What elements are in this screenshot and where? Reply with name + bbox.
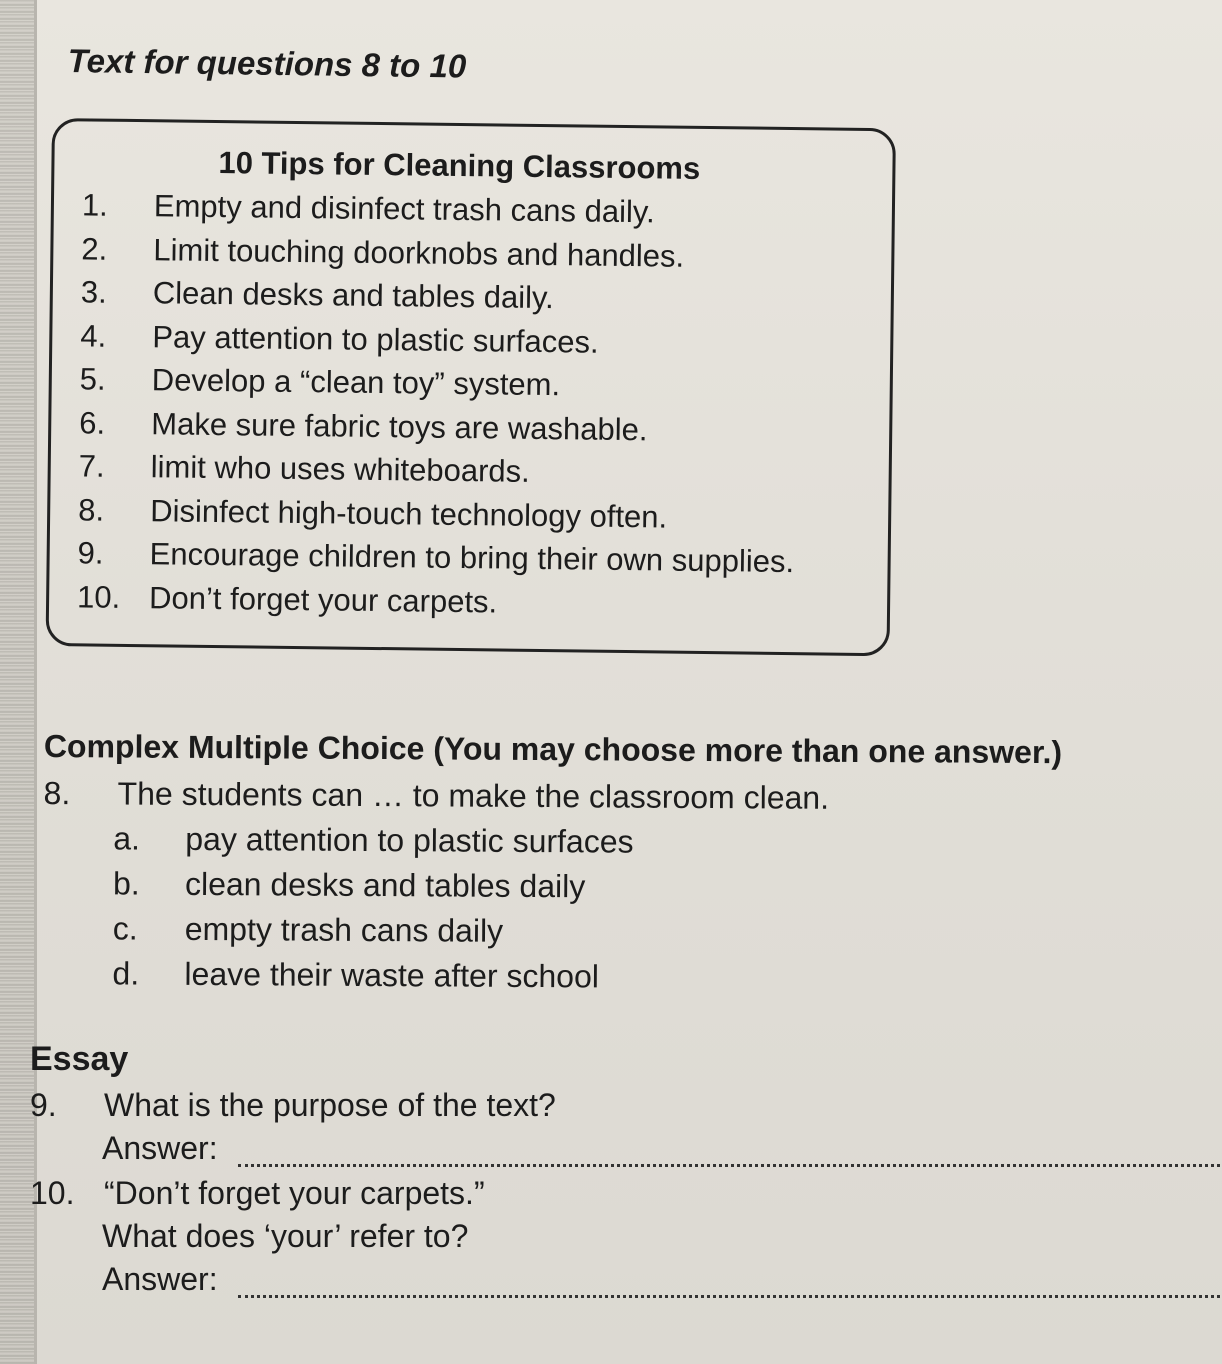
answer-label: Answer: [102,1261,218,1297]
book-binding [0,0,34,1364]
answer-line-10[interactable] [238,1269,1220,1298]
tip-text: Clean desks and tables daily. [152,275,555,316]
tip-number: 9. [77,535,104,571]
tip-number: 2. [81,230,108,267]
tip-text: limit who uses whiteboards. [150,449,530,489]
tip-number: 6. [79,404,106,441]
question-9 [30,1087,1220,1124]
tip-number: 1. [81,187,109,223]
option-letter: d. [112,955,140,992]
answer-label: Answer: [102,1130,218,1166]
option-letter: c. [112,910,138,947]
question-8 [43,775,1061,818]
question-number: 9. [30,1087,57,1123]
question-text: “Don’t forget your carpets.” [104,1175,485,1211]
tip-number: 7. [78,448,105,484]
tip-number: 8. [78,491,105,528]
question-text: What is the purpose of the text? [104,1087,556,1123]
tip-item [77,575,794,627]
tip-text: Don’t forget your carpets. [148,579,498,619]
option-text: leave their waste after school [184,955,600,995]
tip-number: 3. [80,274,107,310]
tip-text: Encourage children to bring their own supplies. [149,536,795,580]
tip-text: Develop a “clean toy” system. [151,362,561,403]
multiple-choice-section [42,728,1062,1002]
answer-row-9 [102,1130,1220,1167]
tip-text: Empty and disinfect trash cans daily. [153,188,655,230]
answer-options [112,816,1061,1002]
tip-number: 10. [76,578,121,615]
tip-text: Make sure fabric toys are washable. [151,405,648,447]
tips-list [77,183,799,627]
option-letter: b. [112,865,140,902]
option-text: clean desks and tables daily [184,865,586,905]
tip-text: Limit touching doorknobs and handles. [153,231,685,274]
question-number: 8. [43,774,71,812]
answer-line-9[interactable] [238,1138,1220,1167]
option-c[interactable] [113,906,1062,957]
tip-text: Pay attention to plastic surfaces. [152,318,599,360]
tip-number: 4. [80,317,107,354]
tips-title: 10 Tips for Cleaning Classrooms [218,145,701,186]
tip-number: 5. [79,361,106,397]
option-d[interactable] [112,951,1061,1002]
question-10-subtext: What does ‘your’ refer to? [102,1218,469,1254]
question-text: The students can … to make the classroom clean. [117,775,830,816]
section-title: Text for questions 8 to 10 [67,42,467,85]
question-number: 10. [30,1175,75,1211]
answer-row-10 [102,1261,1220,1298]
option-letter: a. [113,820,141,857]
essay-heading: Essay [30,1040,129,1078]
option-b[interactable] [113,861,1062,912]
tip-text: Disinfect high-touch technology often. [150,492,668,535]
option-text: empty trash cans daily [184,910,504,949]
option-a[interactable] [113,816,1062,867]
multiple-choice-heading: Complex Multiple Choice (You may choose more than one answer.) [43,728,1063,771]
question-10 [30,1175,1220,1212]
essay-section [30,1040,1220,1298]
tips-box [46,118,896,656]
option-text: pay attention to plastic surfaces [185,820,634,860]
